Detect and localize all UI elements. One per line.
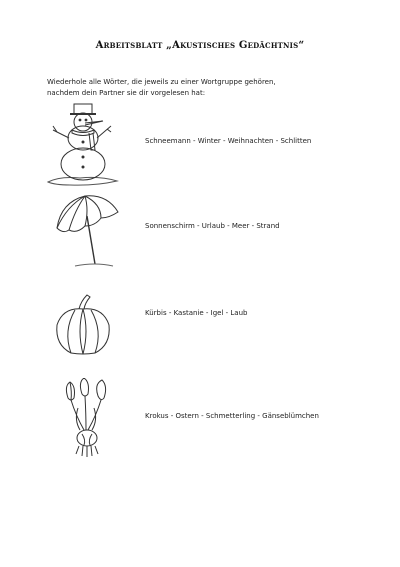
worksheet-title: Arbeitsblatt „Akustisches Gedächtnis“ — [95, 40, 305, 51]
umbrella-icon — [55, 192, 120, 272]
snowman-icon — [45, 102, 120, 187]
crocus-icon — [60, 378, 115, 460]
instructions-text: Wiederhole alle Wörter, die jeweils zu einer Wortgruppe gehören, nachdem dein Partner sie dir vorgelesen hat: — [47, 78, 276, 97]
word-group-1: Schneemann - Winter - Weihnachten - Schlitten — [145, 137, 312, 145]
word-group-2: Sonnenschirm - Urlaub - Meer - Strand — [145, 222, 280, 230]
word-group-3: Kürbis - Kastanie - Igel - Laub — [145, 309, 248, 317]
pumpkin-icon — [53, 293, 113, 356]
word-group-4: Krokus - Ostern - Schmetterling - Gänseblümchen — [145, 412, 319, 420]
